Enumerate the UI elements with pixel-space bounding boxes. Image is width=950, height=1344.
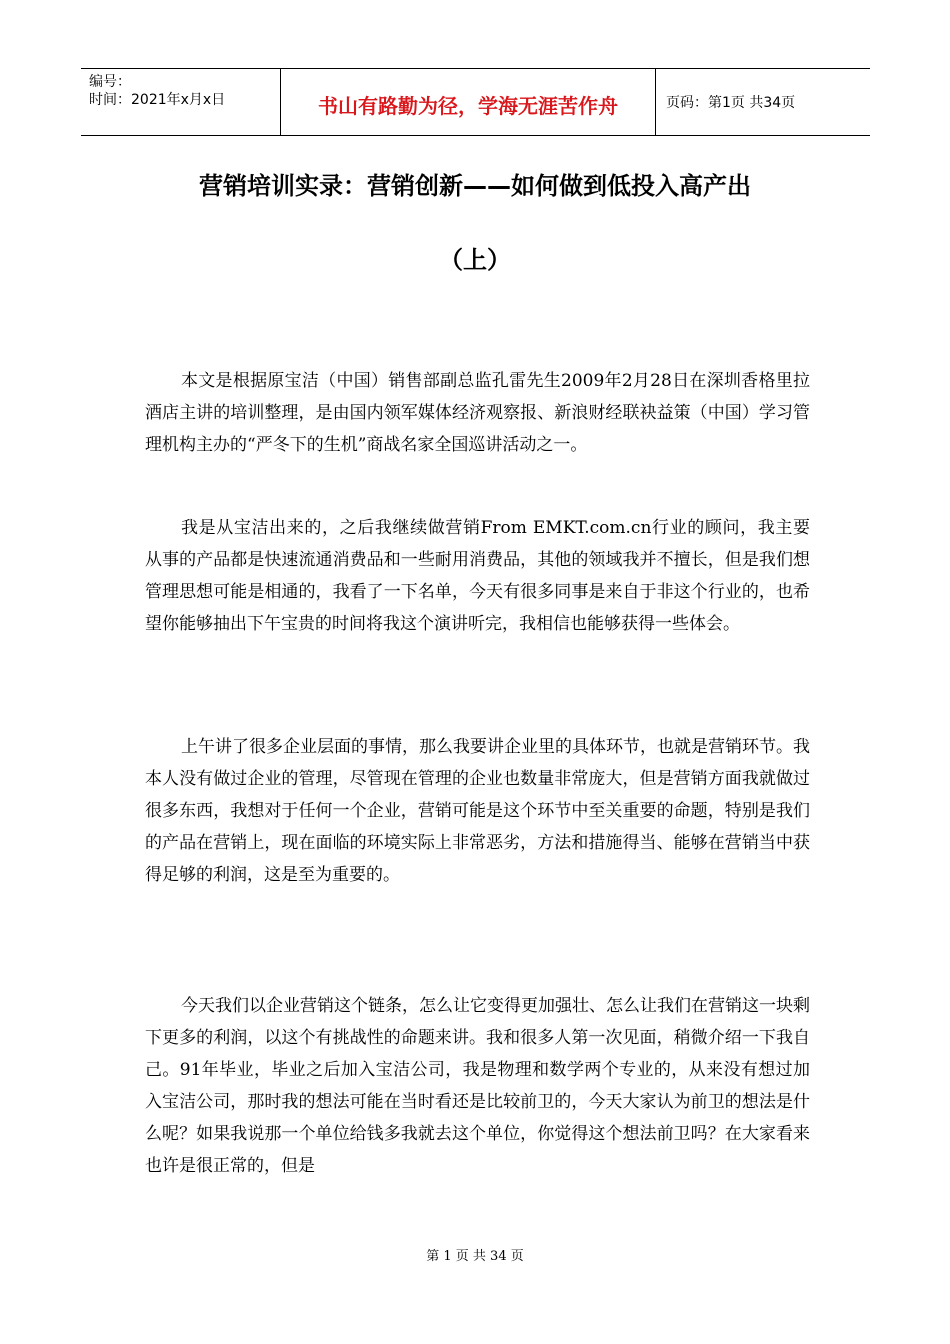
header-motto: 书山有路勤为径，学海无涯苦作舟 bbox=[281, 69, 656, 135]
paragraph: 今天我们以企业营销这个链条，怎么让它变得更加强壮、怎么让我们在营销这一块剩下更多的利润，以这个有挑战性的命题来讲。我和很多人第一次见面，稍微介绍一下我自己。91年毕业，毕业之后加入宝洁公司，我是物理和数学两个专业的，从来没有想过加入宝洁公司，那时我的想法可能在当时看还是比较前卫的，今天大家认为前卫的想法是什么呢？如果我说那一个单位给钱多我就去这个单位，你觉得这个想法前卫吗？在大家看来也许是很正常的，但是 bbox=[145, 996, 810, 1176]
number-label: 编号： bbox=[89, 74, 131, 90]
document-title: 营销培训实录：营销创新——如何做到低投入高产出 bbox=[199, 172, 751, 200]
paragraph: 上午讲了很多企业层面的事情，那么我要讲企业里的具体环节，也就是营销环节。我本人没有做过企业的管理，尽管现在管理的企业也数量非常庞大，但是营销方面我就做过很多东西，我想对于任何一个企业，营销可能是这个环节中至关重要的命题，特别是我们的产品在营销上，现在面临的环境实际上非常恶劣，方法和措施得当、能够在营销当中获得足够的利润，这是至为重要的。 bbox=[145, 737, 810, 885]
page-footer: 第 1 页 共 34 页 bbox=[426, 1249, 524, 1264]
date-label: 时间：2021年x月x日 bbox=[89, 92, 226, 108]
paragraph: 我是从宝洁出来的，之后我继续做营销From EMKT.com.cn行业的顾问，我主要从事的产品都是快速流通消费品和一些耐用消费品，其他的领域我并不擅长，但是我们想管理思想可能是相通的，我看了一下名单，今天有很多同事是来自于非这个行业的，也希望你能够抽出下午宝贵的时间将我这个演讲听完，我相信也能够获得一些体会。 bbox=[145, 518, 810, 634]
document-subtitle: （上） bbox=[439, 246, 511, 274]
paragraph: 本文是根据原宝洁（中国）销售部副总监孔雷先生2009年2月28日在深圳香格里拉酒店主讲的培训整理，是由国内领军媒体经济观察报、新浪财经联袂益策（中国）学习管理机构主办的“严冬下的生机”商战名家全国巡讲活动之一。 bbox=[145, 371, 810, 455]
header-meta-cell bbox=[81, 69, 281, 135]
document-header bbox=[81, 68, 870, 136]
header-page-info: 页码：第1页 共34页 bbox=[666, 95, 796, 111]
